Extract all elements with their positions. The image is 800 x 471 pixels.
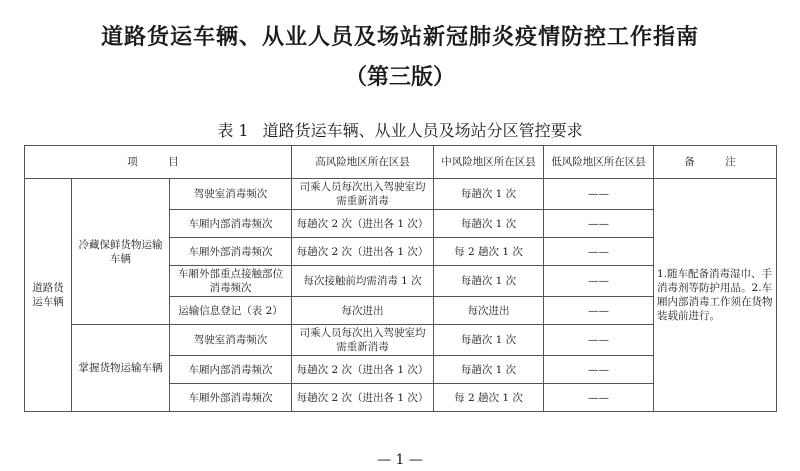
row-high: 每趟次 2 次（进出各 1 次） <box>292 210 434 238</box>
row-low: —— <box>544 179 654 210</box>
row-item: 车厢外部消毒频次 <box>170 384 292 412</box>
row-item: 运输信息登记（表 2） <box>170 297 292 325</box>
row-low: —— <box>544 297 654 325</box>
row-mid: 每趟次 1 次 <box>434 179 544 210</box>
table-caption <box>0 118 800 141</box>
note-cell: 1.随车配备消毒湿巾、手消毒剂等防护用品。2.车厢内部消毒工作须在货物装载前进行。 <box>654 179 777 412</box>
row-low: —— <box>544 210 654 238</box>
row-low: —— <box>544 325 654 356</box>
header-low-risk: 低风险地区所在区县 <box>544 146 654 179</box>
control-requirements-table <box>24 145 777 412</box>
row-high: 每趟次 2 次（进出各 1 次） <box>292 384 434 412</box>
row-low: —— <box>544 384 654 412</box>
row-item: 车厢内部消毒频次 <box>170 356 292 384</box>
row-mid: 每趟次 1 次 <box>434 325 544 356</box>
row-item: 车厢外部重点接触部位消毒频次 <box>170 266 292 297</box>
row-high: 司乘人员每次出入驾驶室均需重新消毒 <box>292 325 434 356</box>
subgroup-label: 冷藏保鲜货物运输车辆 <box>72 179 170 325</box>
row-item: 驾驶室消毒频次 <box>170 179 292 210</box>
row-mid: 每趟次 1 次 <box>434 210 544 238</box>
table-row <box>25 179 777 210</box>
document-title: 道路货运车辆、从业人员及场站新冠肺炎疫情防控工作指南 <box>100 25 699 50</box>
header-note: 备 注 <box>654 146 777 179</box>
row-high: 每趟次 2 次（进出各 1 次） <box>292 356 434 384</box>
subgroup-label: 掌握货物运输车辆 <box>72 325 170 412</box>
header-item: 项 目 <box>25 146 292 179</box>
row-high: 每次进出 <box>292 297 434 325</box>
row-mid: 每 2 趟次 1 次 <box>434 238 544 266</box>
row-low: —— <box>544 266 654 297</box>
page-number: — 1 — <box>377 452 423 468</box>
row-high: 每次接触前均需消毒 1 次 <box>292 266 434 297</box>
row-mid: 每趟次 1 次 <box>434 356 544 384</box>
table-caption-number: 表 1 <box>217 121 249 140</box>
row-item: 驾驶室消毒频次 <box>170 325 292 356</box>
row-high: 司乘人员每次出入驾驶室均需重新消毒 <box>292 179 434 210</box>
header-high-risk: 高风险地区所在区县 <box>292 146 434 179</box>
row-high: 每趟次 2 次（进出各 1 次） <box>292 238 434 266</box>
row-mid: 每趟次 1 次 <box>434 266 544 297</box>
row-mid: 每 2 趟次 1 次 <box>434 384 544 412</box>
row-low: —— <box>544 238 654 266</box>
row-low: —— <box>544 356 654 384</box>
table-caption-text: 道路货运车辆、从业人员及场站分区管控要求 <box>262 121 583 140</box>
row-item: 车厢外部消毒频次 <box>170 238 292 266</box>
row-item: 车厢内部消毒频次 <box>170 210 292 238</box>
row-mid: 每次进出 <box>434 297 544 325</box>
document-edition: （第三版） <box>344 65 455 90</box>
header-mid-risk: 中风险地区所在区县 <box>434 146 544 179</box>
group-label: 道路货运车辆 <box>25 179 72 412</box>
